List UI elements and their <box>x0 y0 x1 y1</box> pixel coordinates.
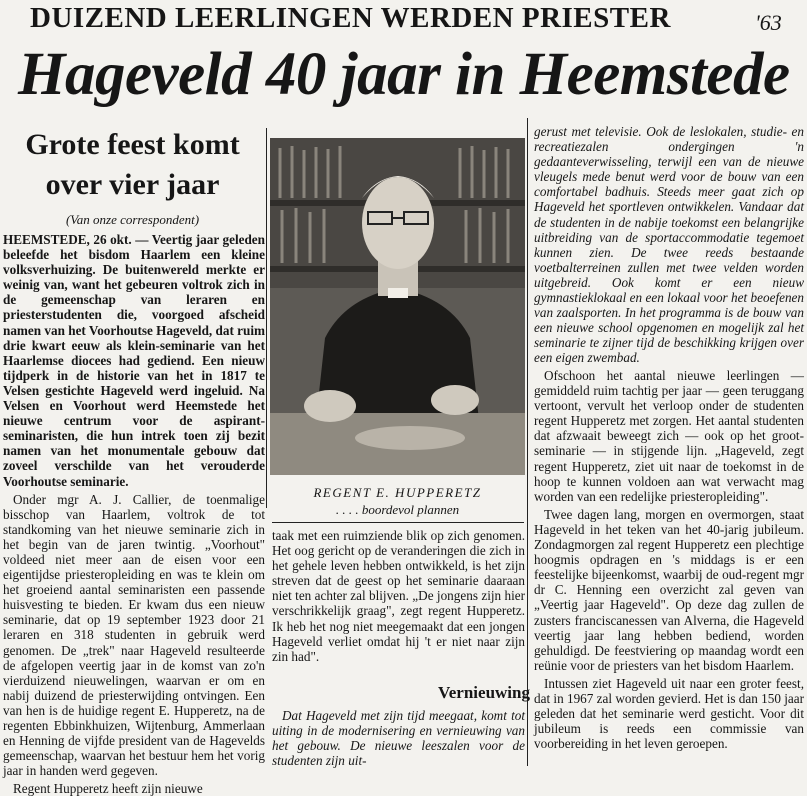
photo-caption-name: REGENT E. HUPPERETZ <box>313 485 482 500</box>
middle-column <box>272 528 525 680</box>
article-intro: HEEMSTEDE, 26 okt. — Veertig jaar geleden beleefde het bisdom Haarlem een kleine volksverhuizing. De buitenwereld merkte er weinig van, want het gebeuren voltrok zich in de gemeenschap van leraren en priesterstudenten die, voorgoed afscheid namen van het Voorhoutse Hageveld, dat ruim drie kwart eeuw als klein-seminarie van het Haarlemse diocees had gediend. Een nieuw tijdperk in de historie van het in 1817 te Velsen gestichte Hageveld werd ingeluid. Na Velsen en Voorhout werd Heemstede het nieuwe centrum voor de aspirant-seminaristen, die hun intrek toen zij bezit namen van het monumentale gebouw dat zoveel verschilde van het verouderde Voorhoutse seminarie. <box>3 232 265 489</box>
paragraph: Regent Hupperetz heeft zijn nieuwe <box>13 781 203 796</box>
paragraph: Ofschoon het aantal nieuwe leerlingen — gemiddeld ruim tachtig per jaar — geen teruggang vertoont, vervult het verloop onder de studenten regent Hupperetz met zorgen. Het aantal studenten dat afzwaait beweegt zich — ook op het groot-seminarie — in stijgende lijn. „Hageveld, zegt regent Hupperetz, ziet uit naar de toekomst in de hoop te kunnen voldoen aan wat verwacht mag worden van een redelijke priesteropleiding". <box>534 368 804 504</box>
caption-rule <box>272 522 524 523</box>
paragraph: gerust met televisie. Ook de leslokalen, studie- en recreatiezalen ondergingen 'n gedaanteverwisseling, terwijl een van de nieuwe vleugels mede benut werd voor de bouw van een comfortabel badhuis. Steeds meer gaat zich op Hageveld het sportleven ontwikkelen. Vandaar dat de studenten in de nabije toekomst een belangrijke uitbreiding van de sportaccommodatie tegemoet kunnen zien. De twee reeds bestaande voetbalterreinen zullen met twee velden worden uitgebreid. Ook komt er een nieuw gymnastieklokaal en een lokaal voor het beoefenen van zaalsporten. In het programma is de bouw van een nieuwe school opgenomen en mogelijk zal het seminarie te zijner tijd de beschikking krijgen over een eigen zwembad. <box>534 124 804 366</box>
subheadline-line-2: over vier jaar <box>45 168 220 201</box>
column-rule <box>266 128 267 508</box>
portrait-illustration <box>270 138 525 475</box>
portrait-photo <box>270 138 525 475</box>
left-column <box>3 232 265 796</box>
photo-caption-text: . . . . boordevol plannen <box>335 502 460 517</box>
paragraph: Onder mgr A. J. Callier, de toenmalige bisschop van Haarlem, voltrok de tot standkoming van het nieuwe seminarie zich in het begin van de jaren twintig. „Voorhout" voldeed niet meer aan de eisen voor een eigentijdse priesteropleiding en was te klein om het groeiend aantal seminaristen een passende huisvesting te bieden. Er kwam dus een nieuw seminarie, dat op 19 september 1923 door 21 leraren en 318 studenten in gebruik werd genomen. De „trek" naar Hageveld resulteerde de afgelopen veertig jaar in de komst van zo'n vierduizend nieuwelingen, waarvan er om en nabij duizend de priesterwijding ontvingen. Een van hen is de huidige regent E. Hupperetz, na de regenten Ebbinkhuizen, Wijtenburg, Ammerlaan en Henning de vijfde president van de Hagevelds gemeenschap, waarvan het bestuur hem het vorig jaar in handen werd gegeven. <box>3 491 265 779</box>
section-heading: Vernieuwing <box>438 683 530 702</box>
paragraph: Twee dagen lang, morgen en overmorgen, staat Hageveld in het teken van het 40-jarig jubileum. Zondagmorgen zal regent Hupperetz een plechtige hoogmis opdragen en 's middags is er een feestelijke bijeenkomst, waarbij de oud-regent mgr dr C. Henning een overzicht zal geven van „Veertig jaar Hageveld". Op deze dag zullen de zusters franciscanessen van Alverna, die Hageveld veertig jaar lang hebben bediend, worden gehuldigd. De feestviering op maandag wordt een reünie voor de priesters van het bisdom Haarlem. <box>534 506 804 673</box>
byline: (Van onze correspondent) <box>65 212 200 227</box>
right-column-italic <box>534 124 804 364</box>
column-rule <box>527 118 528 766</box>
paragraph: Dat Hageveld met zijn tijd meegaat, komt tot uiting in de modernisering en vernieuwing van het gebouw. De nieuwe leeszalen voor de studenten zijn uit- <box>272 708 525 769</box>
paragraph: Intussen ziet Hageveld uit naar een groter feest, dat in 1967 zal worden gevierd. Het is dan 150 jaar geleden dat het seminarie werd gesticht. Voor dit jubileum is reeds een commissie van voorbereiding in het leven geroepen. <box>534 675 804 752</box>
paragraph: taak met een ruimziende blik op zich genomen. Het oog gericht op de veranderingen die zich in het gehele leven hebben ontwikkeld, is het zijn streven dat de geest op het seminarie daaraan niet ten achter zal blijven. „De jongens zijn hier verschrikkelijk graag", zegt regent Hupperetz. Ik heb het nog niet meegemaakt dat een jongen Hageveld verliet omdat hij 't er niet naar zijn zin had". <box>272 528 525 664</box>
middle-column-italic <box>272 708 525 768</box>
handwritten-year: '63 <box>755 10 782 35</box>
kicker-headline: DUIZEND LEERLINGEN WERDEN PRIESTER <box>30 2 671 34</box>
subheadline-line-1: Grote feest komt <box>25 128 240 161</box>
dateline: HEEMSTEDE, 26 okt. — <box>3 232 149 247</box>
main-headline: Hageveld 40 jaar in Heemstede <box>18 41 790 108</box>
right-column <box>534 368 804 768</box>
